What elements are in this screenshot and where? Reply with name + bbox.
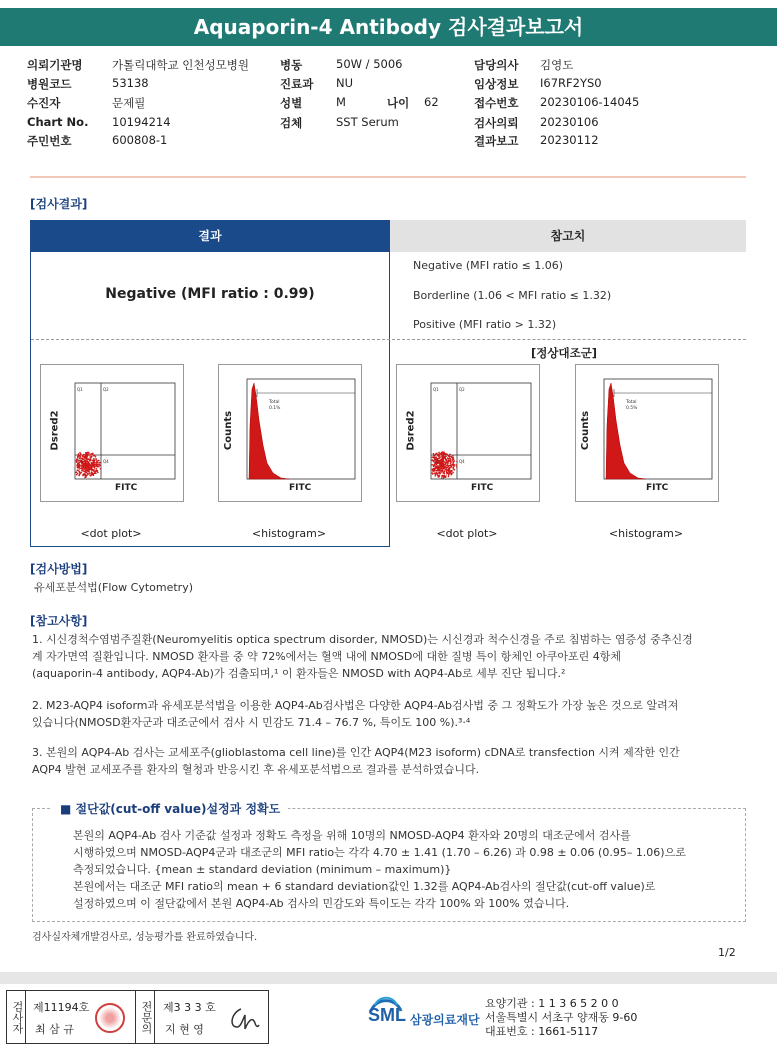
field-label: 병동 [280,58,303,72]
note-2-line: 2. M23-AQP4 isoform과 유세포분석법을 이용한 AQP4-Ab검사법은 다양한 AQP4-Ab검사법 중 그 정확도가 가장 높은 것으로 알려져 [32,699,679,712]
cutoff-line: 본원의 AQP4-Ab 검사 기준값 설정과 정확도 측정을 위해 10명의 NMOSD-AQP4 환자와 20명의 대조군에서 검사를 [73,829,631,842]
dot-plot [40,364,184,502]
field-value: 20230106-14045 [540,95,640,109]
footer-band [0,972,777,984]
quadrant-label: Q1 [433,387,439,392]
notes-heading: [참고사항] [30,614,88,628]
field-value: 53138 [112,76,149,90]
result-heading: [검사결과] [30,197,88,211]
plot-caption: <dot plot> [436,527,498,540]
field-label: 접수번호 [474,96,519,110]
dot-xlabel: FITC [471,483,494,493]
cutoff-line: 시행하였으며 NMOSD-AQP4군과 대조군의 MFI ratio는 각각 4.70 ± 1.41 (1.70 – 6.26) 과 0.98 ± 0.06 (0.95– 1.06)으로 [73,846,686,859]
note-2 [32,697,752,731]
page-number: 1/2 [718,946,736,959]
note-1-line: (aquaporin-4 antibody, AQP4-Ab)가 검출되며,¹ 이 환자들은 NMOSD with AQP4-Ab로 세부 진단 됩니다.² [32,667,566,680]
quadrant-label: Q4 [103,459,109,464]
org-line: 요양기관 : 1 1 3 6 5 2 0 0 [485,997,619,1010]
quadrant-label: Q4 [459,459,465,464]
field-label: 진료과 [280,77,314,91]
note-1 [32,631,752,682]
note-3-line: AQP4 발현 교세포주를 환자의 혈청과 반응시킨 후 유세포분석법으로 결과를 분석하였습니다. [32,763,480,776]
age-label: 나이 [387,96,410,110]
histogram-note: Total [269,400,280,405]
field-label: 임상정보 [474,77,519,91]
ref-positive: Positive (MFI ratio > 1.32) [413,318,557,331]
dot-ylabel: Dsred2 [49,410,61,451]
sign1-label: 검사자 [7,991,26,1043]
field-value: 20230112 [540,133,599,147]
histogram-note: 0.5% [626,406,638,411]
quadrant-label: Q2 [459,387,465,392]
quadrant-label: Q3 [433,459,439,464]
control-label: [정상대조군] [531,346,598,360]
field-label: 병원코드 [27,77,72,91]
hist-xlabel: FITC [646,483,669,493]
note-2-line: 있습니다(NMOSD환자군과 대조군에서 검사 시 민감도 71.4 – 76.7 %, 특이도 100 %).³·⁴ [32,716,471,729]
sign1-no: 제11194호 [33,1001,90,1014]
org-line: 대표번호 : 1661-5117 [485,1025,599,1038]
dashed-separator [31,339,746,340]
dot-ylabel: Dsred2 [405,410,417,451]
field-label: 검체 [280,116,303,130]
org-name: 삼광의료재단 [410,1013,480,1027]
signature-icon [225,1005,261,1033]
plot-caption: <dot plot> [80,527,142,540]
ref-negative: Negative (MFI ratio ≤ 1.06) [413,259,564,272]
plot-caption: <histogram> [251,527,327,540]
sml-logo-text: SML [368,1005,406,1025]
note-1-line: 계 자가면역 질환입니다. NMOSD 환자를 중 약 72%에서는 혈액 내에 NMOSD에 대한 질병 특이 항체인 아쿠아포린 4항체 [32,650,621,663]
quadrant-label: Q3 [77,459,83,464]
field-label: 검사의뢰 [474,116,519,130]
field-label: 담당의사 [474,58,519,72]
note-3 [32,744,752,778]
bottom-note: 검사실자체개발검사로, 성능평가를 완료하였습니다. [32,932,258,943]
field-value: SST Serum [336,115,399,129]
result-header: 결과 [30,220,390,252]
field-label: 성별 [280,96,303,110]
field-label: 수진자 [27,96,61,110]
hist-ylabel: Counts [580,410,592,451]
field-value: 김영도 [540,58,574,72]
report-title: Aquaporin-4 Antibody 검사결과보고서 [0,8,777,46]
result-value: Negative (MFI ratio : 0.99) [105,286,315,302]
age-value: 62 [424,95,439,109]
sign2-no: 제3 3 3 호 [163,1001,216,1014]
sign2-label: 전문의 [135,991,155,1043]
field-value: 600808-1 [112,133,168,147]
histogram-plot [575,364,719,502]
field-value: 문제필 [112,96,146,110]
field-value: M [336,95,346,109]
histogram-peak [249,383,289,479]
field-label: 의뢰기관명 [27,58,83,72]
cutoff-line: 본원에서는 대조군 MFI ratio의 mean + 6 standard deviation값인 1.32를 AQP4-Ab검사의 절단값(cut-off value)로 [73,880,656,893]
dot-xlabel: FITC [115,483,138,493]
hist-ylabel: Counts [223,410,235,451]
hist-xlabel: FITC [289,483,312,493]
note-3-line: 3. 본원의 AQP4-Ab 검사는 교세포주(glioblastoma cell line)를 인간 AQP4(M23 isoform) cDNA로 transfection 시켜 제작한 인간 [32,746,680,759]
dot-plot [396,364,540,502]
quadrant-label: Q1 [77,387,83,392]
sign1-name: 최 삼 규 [35,1023,74,1036]
stamp-seal [95,1003,125,1033]
method-heading: [검사방법] [30,562,88,576]
field-label: 주민번호 [27,134,72,148]
org-info [485,997,637,1039]
method-text: 유세포분석법(Flow Cytometry) [34,581,194,594]
cutoff-heading: ■ 절단값(cut-off value)설정과 정확도 [52,800,288,817]
field-value: NU [336,76,354,90]
field-value: 20230106 [540,115,599,129]
note-1-line: 1. 시신경척수염범주질환(Neuromyelitis optica spectrum disorder, NMOSD)는 시신경과 척수신경을 주로 침범하는 염증성 중추신경 [32,633,693,646]
cutoff-line: 측정되었습니다. {mean ± standard deviation (minimum – maximum)} [73,863,452,876]
ref-header: 참고치 [390,220,746,252]
histogram-note: 0.1% [269,406,281,411]
field-value: 10194214 [112,115,171,129]
histogram-note: Total [626,400,637,405]
field-label: Chart No. [27,115,89,129]
signature-box [6,990,269,1044]
plot-caption: <histogram> [608,527,684,540]
quadrant-label: Q2 [103,387,109,392]
field-value: 가톨릭대학교 인천성모병원 [112,58,249,72]
patient-info [0,0,777,160]
field-value: 50W / 5006 [336,57,403,71]
divider [30,176,746,178]
org-line: 서울특별시 서초구 양재동 9-60 [485,1011,638,1024]
field-value: I67RF2YS0 [540,76,602,90]
histogram-plot [218,364,362,502]
field-label: 결과보고 [474,134,519,148]
ref-borderline: Borderline (1.06 < MFI ratio ≤ 1.32) [413,289,612,302]
cutoff-text [73,827,738,912]
sign2-name: 지 현 영 [165,1023,204,1036]
histogram-peak [606,383,646,479]
cutoff-line: 설정하였으며 이 절단값에서 본원 AQP4-Ab 검사의 민감도와 특이도는 각각 100% 와 100% 였습니다. [73,897,570,910]
